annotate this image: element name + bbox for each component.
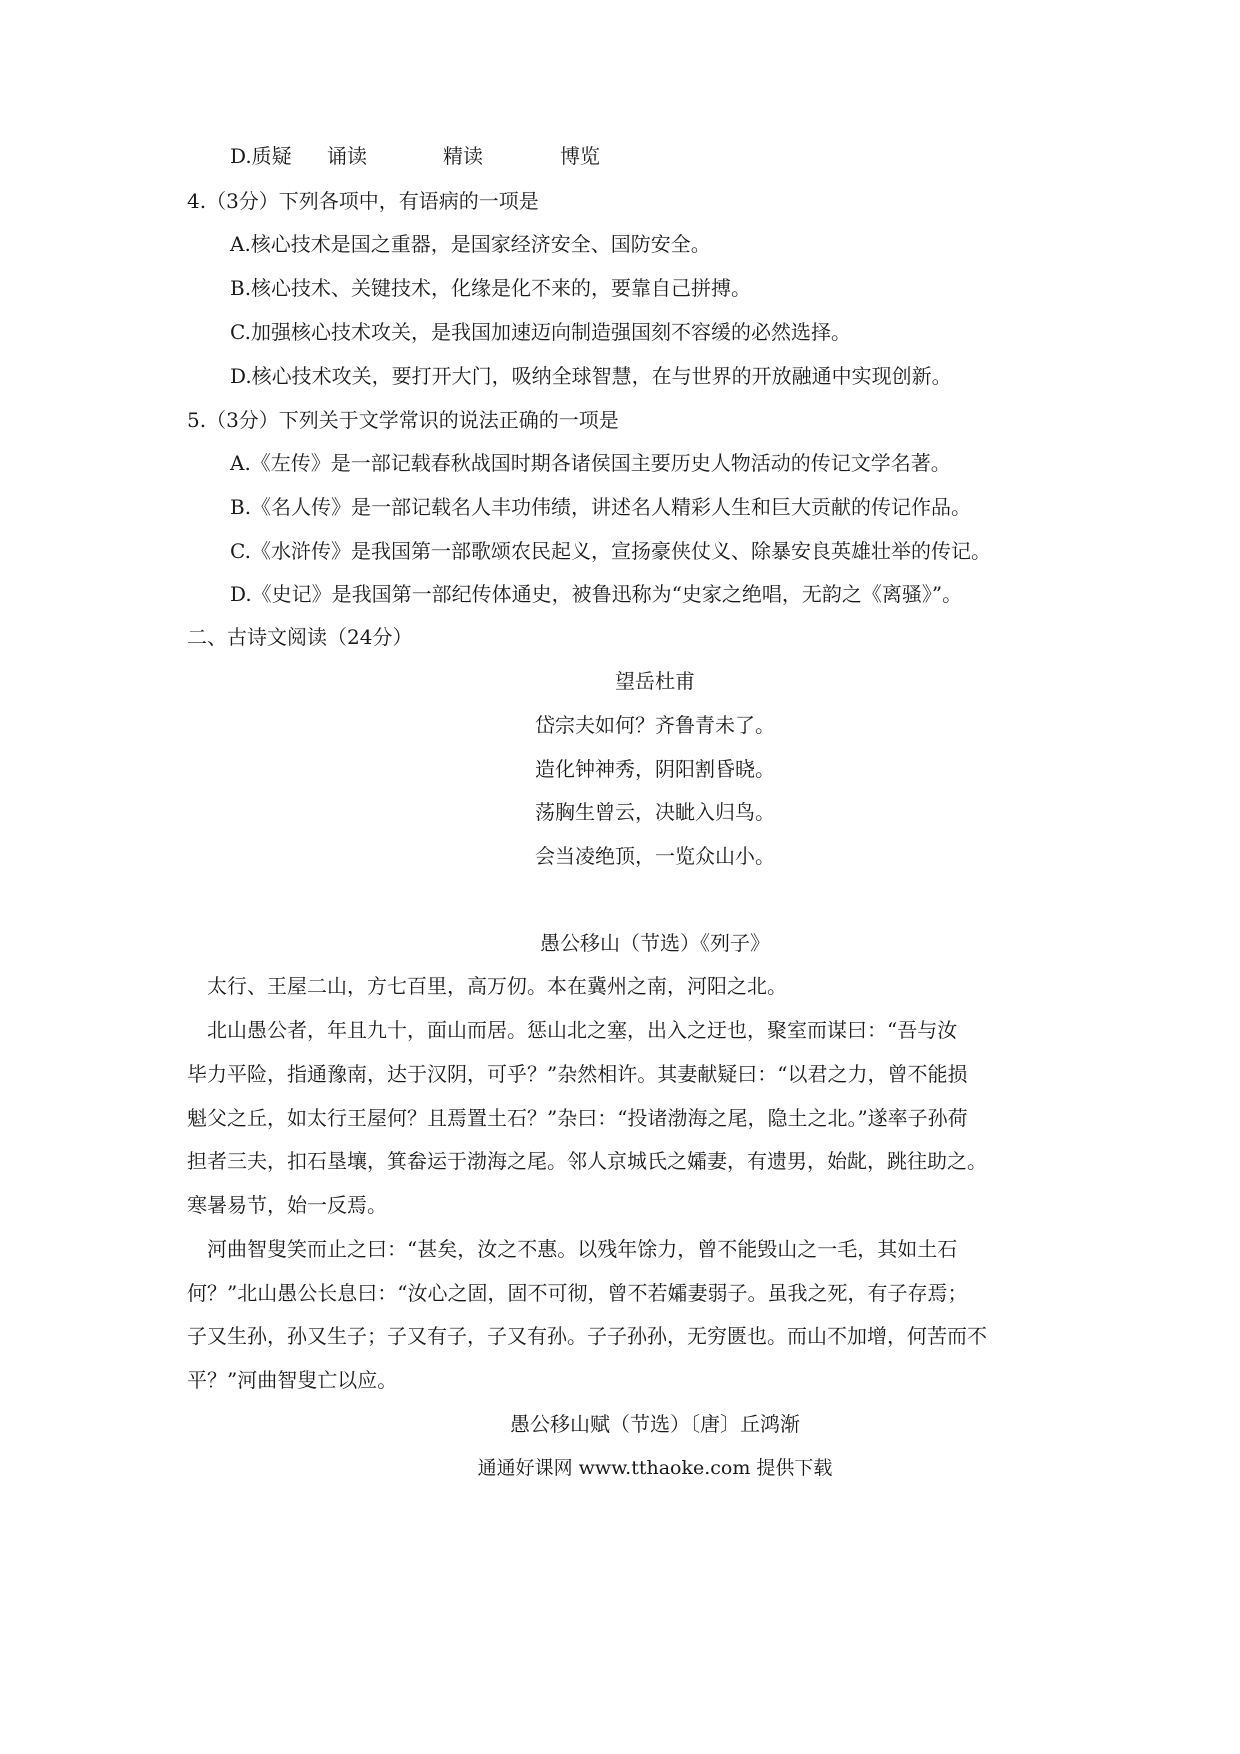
poem-line-1: 岱宗夫如何？齐鲁青未了。 (535, 713, 775, 737)
passage-title-fu: 愚公移山赋（节选）〔唐〕丘鸿渐 (510, 1412, 800, 1436)
q4-option-a: A.核心技术是国之重器，是国家经济安全、国防安全。 (230, 232, 711, 256)
q5-option-a: A.《左传》是一部记载春秋战国时期各诸侯国主要历史人物活动的传记文学名著。 (230, 451, 951, 475)
yugong-para-3-line-1: 河曲智叟笑而止之曰：“甚矣，汝之不惠。以残年馀力，曾不能毁山之一毛，其如土石 (207, 1237, 958, 1261)
q3-option-d-word-2: 精读 (443, 144, 483, 168)
yugong-para-1: 太行、王屋二山，方七百里，高万仞。本在冀州之南，河阳之北。 (207, 974, 787, 998)
q5-option-b: B.《名人传》是一部记载名人丰功伟绩，讲述名人精彩人生和巨大贡献的传记作品。 (230, 495, 972, 519)
poem-line-2: 造化钟神秀，阴阳割昏晓。 (535, 757, 775, 781)
yugong-para-2-line-5: 寒暑易节，始一反焉。 (187, 1193, 387, 1217)
q4-option-d: D.核心技术攻关，要打开大门，吸纳全球智慧，在与世界的开放融通中实现创新。 (230, 364, 952, 388)
poem-title: 望岳杜甫 (615, 669, 695, 693)
yugong-para-2-line-3: 魁父之丘，如太行王屋何？且焉置土石？”杂曰：“投诸渤海之尾，隐土之北。”遂率子孙荷 (187, 1106, 968, 1130)
q4-option-b: B.核心技术、关键技术，化缘是化不来的，要靠自己拼搏。 (230, 276, 752, 300)
q5-option-d: D.《史记》是我国第一部纪传体通史，被鲁迅称为“史家之绝唱，无韵之《离骚》”。 (230, 582, 963, 606)
q3-option-d (230, 142, 292, 170)
yugong-para-2-line-2: 毕力平险，指通豫南，达于汉阴，可乎？”杂然相许。其妻献疑曰：“以君之力，曾不能损 (187, 1062, 968, 1086)
q5-stem: 5.（3分）下列关于文学常识的说法正确的一项是 (187, 408, 619, 432)
footer-text: 通通好课网 www.tthaoke.com 提供下载 (477, 1457, 833, 1479)
yugong-para-3-line-3: 子又生孙，孙又生子；子又有子，子又有孙。子子孙孙，无穷匮也。而山不加增，何苦而不 (187, 1324, 987, 1348)
q3-option-d-label: D.质疑 (230, 144, 292, 168)
q3-option-d-word-1: 诵读 (327, 144, 367, 168)
passage-title-yugong: 愚公移山（节选）《列子》 (540, 931, 770, 955)
yugong-para-3-line-2: 何？”北山愚公长息曰：“汝心之固，固不可彻，曾不若孀妻弱子。虽我之死，有子存焉； (187, 1281, 968, 1305)
q5-option-c: C.《水浒传》是我国第一部歌颂农民起义，宣扬豪侠仗义、除暴安良英雄壮举的传记。 (230, 539, 991, 563)
yugong-para-3-line-4: 平？”河曲智叟亡以应。 (187, 1368, 398, 1392)
q4-option-c: C.加强核心技术攻关，是我国加速迈向制造强国刻不容缓的必然选择。 (230, 320, 851, 344)
yugong-para-2-line-4: 担者三夫，扣石垦壤，箕畚运于渤海之尾。邻人京城氏之孀妻，有遗男，始龀，跳往助之。 (187, 1149, 987, 1173)
poem-line-4: 会当凌绝顶，一览众山小。 (535, 844, 775, 868)
section-heading: 二、古诗文阅读（24分） (187, 625, 413, 649)
q4-stem: 4.（3分）下列各项中，有语病的一项是 (187, 189, 539, 213)
poem-line-3: 荡胸生曾云，决眦入归鸟。 (535, 800, 775, 824)
q3-option-d-word-3: 博览 (560, 144, 600, 168)
yugong-para-2-line-1: 北山愚公者，年且九十，面山而居。惩山北之塞，出入之迂也，聚室而谋曰：“吾与汝 (207, 1018, 958, 1042)
